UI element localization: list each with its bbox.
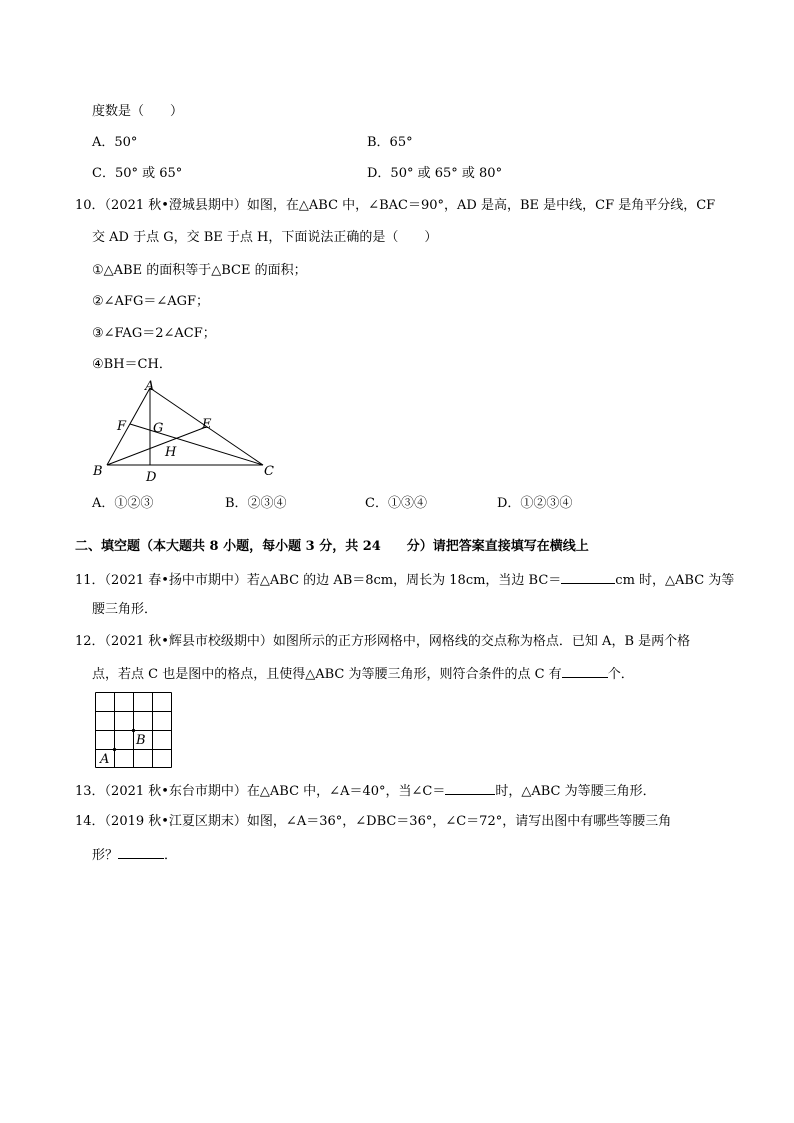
q10-statement-3: ③∠FAG＝2∠ACF； [92,326,216,341]
q10-statement-4: ④BH＝CH． [92,357,172,372]
q12-text-a: 点，若点 C 也是图中的格点，且使得△ABC 为等腰三角形，则符合条件的点 C 有 [92,667,562,682]
label-d: D [146,470,157,485]
q10-option-a: A．①②③ [92,496,154,511]
q10-option-c: C．①③④ [365,496,427,511]
q10-statement-2: ②∠AFG＝∠AGF； [92,294,210,309]
q11-line2: 腰三角形． [92,602,158,617]
label-b: B [93,464,103,479]
label-c: C [264,464,274,479]
q11-line1 [75,571,734,589]
q10-line1: 10．（2021 秋•澄城县期中）如图，在△ABC 中，∠BAC＝90°，AD 是高，BE 是中线，CF 是角平分线，CF [75,198,716,213]
q11-text-a: 11．（2021 春•扬中市期中）若△ABC 的边 AB＝8cm，周长为 18cm，当边 BC＝ [75,573,562,588]
q12-square-grid [95,692,173,768]
q9-option-c: C．50° 或 65° [92,166,183,181]
label-a: A [145,380,155,394]
q14-text-a: 形？ [92,848,119,863]
q9-option-d: D．50° 或 65° 或 80° [367,166,503,181]
q13-text-b: 时，△ABC 为等腰三角形． [495,784,656,799]
q10-triangle-figure [85,380,295,485]
label-f: F [117,419,127,434]
q13-text-a: 13．（2021 秋•东台市期中）在△ABC 中，∠A＝40°，当∠C＝ [75,784,446,799]
q14-line2 [92,846,177,864]
grid-label-b: B [136,733,146,748]
grid-label-a: A [100,752,110,767]
side-ab [107,388,150,465]
q10-option-b: B．②③④ [225,496,287,511]
q11-answer-blank[interactable] [561,571,615,584]
q13-line [75,782,656,800]
q14-text-b: ． [164,848,178,863]
q14-line1: 14．（2019 秋•江夏区期末）如图，∠A＝36°，∠DBC＝36°，∠C＝72°，请写出图中有哪些等腰三角 [75,814,672,829]
q9-option-a: A．50° [92,135,138,150]
q10-option-d: D．①②③④ [497,496,573,511]
label-g: G [153,421,164,436]
q14-answer-blank[interactable] [118,846,164,859]
q10-statement-1: ①△ABE 的面积等于△BCE 的面积； [92,263,307,278]
q10-line2: 交 AD 于点 G，交 BE 于点 H，下面说法正确的是（ ） [92,230,438,245]
grid-point-b [132,729,135,732]
q12-answer-blank[interactable] [562,665,608,678]
q12-line1: 12．（2021 秋•辉县市校级期中）如图所示的正方形网格中，网格线的交点称为格点．已知 A，B 是两个格 [75,634,691,649]
grid-point-a [113,748,116,751]
label-h: H [165,445,177,460]
q9-tail: 度数是（ ） [92,104,184,119]
q13-answer-blank[interactable] [445,782,495,795]
q12-text-b: 个． [607,667,634,682]
q12-line2 [92,665,634,683]
q9-option-b: B．65° [367,135,413,150]
q11-text-b: cm 时，△ABC 为等 [615,573,735,588]
label-e: E [202,417,212,432]
section2-heading: 二、填空题（本大题共 8 小题，每小题 3 分，共 24 分）请把答案直接填写在横线上 [75,539,589,554]
